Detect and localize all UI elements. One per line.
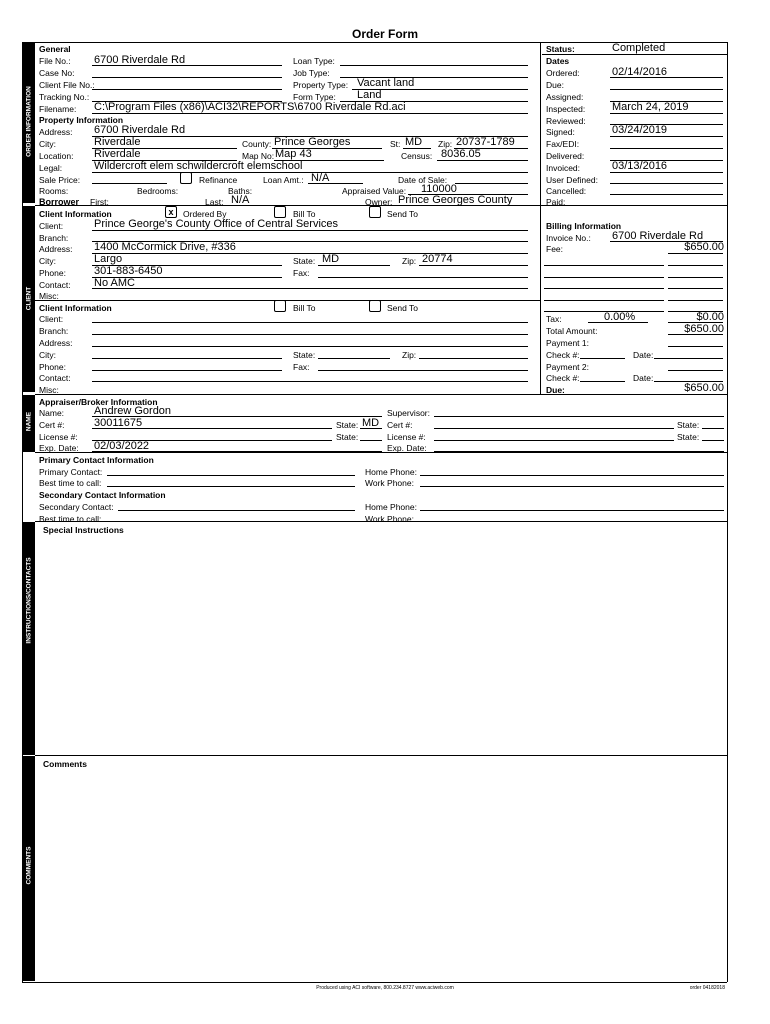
- client2-address-label: Address:: [39, 338, 73, 348]
- client1-bill-to-checkbox[interactable]: [274, 206, 286, 218]
- license-state-line[interactable]: [360, 440, 382, 441]
- client2-send-to-label: Send To: [387, 303, 419, 313]
- property-heading: Property Information: [39, 115, 124, 125]
- tax-label: Tax:: [546, 314, 562, 324]
- footer-form-code: order 04182018: [689, 985, 725, 991]
- client2-branch-line[interactable]: [92, 334, 528, 335]
- appraiser-name-label: Name:: [39, 408, 65, 418]
- assigned-label: Assigned:: [546, 92, 584, 102]
- filename-line: [92, 113, 528, 114]
- secondary-contact-line[interactable]: [118, 510, 355, 511]
- sup-state-label: State:: [677, 420, 700, 430]
- sidebar-label-comments: COMMENTS: [25, 846, 33, 885]
- general-heading: General: [39, 44, 71, 54]
- client1-phone-label: Phone:: [39, 268, 66, 278]
- client2-branch-label: Branch:: [39, 326, 69, 336]
- dates-heading: Dates: [546, 56, 570, 66]
- client1-client-label: Client:: [39, 221, 64, 231]
- check2-label: Check #:: [546, 373, 580, 383]
- client2-client-label: Client:: [39, 314, 64, 324]
- sup-license-line[interactable]: [434, 440, 674, 441]
- invoice-no-value[interactable]: 6700 Riverdale Rd: [612, 230, 704, 242]
- client2-misc-label: Misc:: [39, 385, 59, 395]
- client1-send-to-label: Send To: [387, 209, 419, 219]
- status-value[interactable]: Completed: [612, 42, 666, 54]
- location-label: Location:: [39, 151, 74, 161]
- st-line: [403, 148, 431, 149]
- user-defined-label: User Defined:: [546, 175, 598, 185]
- zip-label: Zip:: [438, 139, 453, 149]
- filename-value[interactable]: C:\Program Files (x86)\ACI32\REPORTS\6700 Riverdale Rd.aci: [94, 101, 406, 113]
- special-instructions-heading: Special Instructions: [43, 525, 124, 535]
- loan-amt-line: [308, 183, 363, 184]
- secondary-work-phone-label: Work Phone:: [365, 514, 414, 524]
- filename-label: Filename:: [39, 104, 77, 114]
- cert-line: [92, 428, 332, 429]
- status-label: Status:: [546, 44, 575, 54]
- client1-phone-value[interactable]: 301-883-6450: [94, 265, 163, 277]
- billing-extra-line-2b[interactable]: [668, 277, 723, 278]
- divider-client2: [35, 300, 540, 301]
- invoiced-value[interactable]: 03/13/2016: [612, 160, 668, 172]
- client2-zip-label: Zip:: [402, 350, 417, 360]
- map-no-value[interactable]: Map 43: [275, 148, 312, 160]
- client2-fax-line[interactable]: [318, 370, 528, 371]
- right-column-divider: [540, 42, 541, 395]
- client-file-no-line[interactable]: [92, 89, 282, 90]
- license-state-label: State:: [336, 432, 359, 442]
- file-no-value[interactable]: 6700 Riverdale Rd: [94, 54, 186, 66]
- cert-state-value[interactable]: MD: [362, 417, 380, 429]
- sup-license-state-line[interactable]: [702, 440, 724, 441]
- client2-state-line[interactable]: [318, 358, 390, 359]
- cert-label: Cert #:: [39, 420, 65, 430]
- client1-zip-line: [419, 265, 528, 266]
- client2-city-label: City:: [39, 350, 56, 360]
- primary-contact-label: Primary Contact:: [39, 467, 103, 477]
- last-label: Last:: [205, 197, 224, 207]
- due-label: Due:: [546, 80, 564, 90]
- sidebar-label-order-info: ORDER INFORMATION: [25, 86, 33, 157]
- tracking-no-label: Tracking No.:: [39, 92, 90, 102]
- client1-send-to-checkbox[interactable]: [369, 206, 381, 218]
- client2-phone-line[interactable]: [92, 370, 282, 371]
- client1-bill-to-label: Bill To: [293, 209, 316, 219]
- date2-label: Date:: [633, 373, 654, 383]
- appraiser-heading: Appraiser/Broker Information: [39, 397, 158, 407]
- client2-phone-label: Phone:: [39, 362, 66, 372]
- check1-line[interactable]: [580, 358, 625, 359]
- client1-fax-label: Fax:: [293, 268, 310, 278]
- delivered-label: Delivered:: [546, 151, 585, 161]
- client1-state-value[interactable]: MD: [322, 253, 340, 265]
- appraised-value-label: Appraised Value:: [342, 186, 407, 196]
- appraised-value[interactable]: 110000: [421, 183, 457, 195]
- client2-bill-to-checkbox[interactable]: [274, 300, 286, 312]
- st-label: St:: [390, 139, 401, 149]
- tax-rate-line: [588, 322, 648, 323]
- check1-label: Check #:: [546, 350, 580, 360]
- supervisor-line[interactable]: [434, 416, 724, 417]
- exp-date-value[interactable]: 02/03/2022: [94, 440, 150, 452]
- first-label: First:: [90, 197, 109, 207]
- cert-value[interactable]: 30011675: [94, 417, 143, 429]
- fee-line: [668, 253, 723, 254]
- comments-area[interactable]: [40, 771, 724, 977]
- date1-line[interactable]: [654, 358, 723, 359]
- license-label: License #:: [39, 432, 78, 442]
- census-label: Census:: [401, 151, 433, 161]
- case-no-label: Case No:: [39, 68, 75, 78]
- due-line[interactable]: [610, 89, 723, 90]
- location-value[interactable]: Riverdale: [94, 148, 141, 160]
- fax-edi-line[interactable]: [610, 148, 723, 149]
- client1-client-value[interactable]: Prince George's County Office of Central Services: [94, 218, 339, 230]
- status-line: [542, 54, 727, 55]
- ordered-by-label: Ordered By: [183, 209, 227, 219]
- baths-label: Baths:: [228, 186, 253, 196]
- primary-home-phone-line[interactable]: [420, 475, 724, 476]
- zip-value[interactable]: 20737-1789: [456, 136, 515, 148]
- user-defined-line[interactable]: [610, 183, 723, 184]
- primary-home-phone-label: Home Phone:: [365, 467, 417, 477]
- signed-label: Signed:: [546, 127, 575, 137]
- secondary-home-phone-label: Home Phone:: [365, 502, 417, 512]
- due-amount-label: Due:: [546, 385, 565, 395]
- rooms-label: Rooms:: [39, 186, 69, 196]
- comments-heading: Comments: [43, 759, 87, 769]
- client1-city-value[interactable]: Largo: [94, 253, 123, 265]
- client1-contact-label: Contact:: [39, 280, 71, 290]
- loan-type-line[interactable]: [340, 65, 528, 66]
- city-label: City:: [39, 139, 56, 149]
- client1-contact-value[interactable]: No AMC: [94, 277, 135, 289]
- ordered-label: Ordered:: [546, 68, 580, 78]
- client1-state-label: State:: [293, 256, 316, 266]
- ordered-line: [610, 77, 723, 78]
- primary-best-time-label: Best time to call:: [39, 478, 102, 488]
- primary-best-time-line[interactable]: [107, 486, 355, 487]
- billing-extra-line-4b[interactable]: [668, 300, 723, 301]
- client2-send-to-checkbox[interactable]: [369, 300, 381, 312]
- loan-amt-label: Loan Amt.:: [263, 175, 304, 185]
- client1-zip-value[interactable]: 20774: [422, 253, 453, 265]
- client2-contact-label: Contact:: [39, 373, 71, 383]
- ordered-value[interactable]: 02/14/2016: [612, 66, 668, 78]
- client2-state-label: State:: [293, 350, 316, 360]
- exp-date-line: [92, 451, 382, 452]
- primary-contact-line[interactable]: [107, 475, 355, 476]
- client1-city-label: City:: [39, 256, 56, 266]
- divider-contacts: [35, 452, 727, 453]
- signed-value[interactable]: 03/24/2019: [612, 124, 668, 136]
- sale-price-label: Sale Price:: [39, 175, 81, 185]
- inspected-label: Inspected:: [546, 104, 586, 114]
- billing-extra-line-3a[interactable]: [544, 288, 664, 289]
- client2-city-line[interactable]: [92, 358, 282, 359]
- billing-extra-line-4a[interactable]: [544, 300, 664, 301]
- st-value[interactable]: MD: [405, 136, 423, 148]
- date1-label: Date:: [633, 350, 654, 360]
- sup-license-state-label: State:: [677, 432, 700, 442]
- owner-label: Owner:: [365, 197, 393, 207]
- client1-state-line: [318, 265, 390, 266]
- invoiced-line: [610, 172, 723, 173]
- invoice-no-label: Invoice No.:: [546, 233, 591, 243]
- county-label: County:: [242, 139, 272, 149]
- refinance-checkbox[interactable]: [180, 172, 192, 184]
- exp-date-label: Exp. Date:: [39, 443, 79, 453]
- sup-exp-date-line[interactable]: [434, 451, 724, 452]
- city-value[interactable]: Riverdale: [94, 136, 141, 148]
- frame-right: [727, 42, 728, 982]
- legal-value[interactable]: Wildercroft elem schwildercroft elemschool: [94, 160, 303, 172]
- secondary-contact-heading: Secondary Contact Information: [39, 490, 166, 500]
- ordered-by-checkbox[interactable]: x: [165, 206, 177, 218]
- form-type-label: Form Type:: [293, 92, 336, 102]
- payment1-label: Payment 1:: [546, 338, 589, 348]
- last-value[interactable]: N/A: [231, 194, 250, 206]
- sup-cert-line[interactable]: [434, 428, 674, 429]
- sup-license-label: License #:: [387, 432, 426, 442]
- bedrooms-label: Bedrooms:: [137, 186, 179, 196]
- client1-contact-line: [92, 288, 528, 289]
- refinance-label: Refinance: [199, 175, 238, 185]
- divider-appraiser: [35, 394, 727, 395]
- case-no-line[interactable]: [92, 77, 282, 78]
- client1-branch-label: Branch:: [39, 233, 69, 243]
- legal-label: Legal:: [39, 163, 63, 173]
- property-type-value[interactable]: Vacant land: [357, 77, 415, 89]
- sup-state-line[interactable]: [702, 428, 724, 429]
- billing-extra-line-3b[interactable]: [668, 288, 723, 289]
- census-value[interactable]: 8036.05: [441, 148, 481, 160]
- primary-work-phone-line[interactable]: [420, 486, 724, 487]
- map-no-label: Map No:: [242, 151, 275, 161]
- county-value[interactable]: Prince Georges: [274, 136, 351, 148]
- inspected-line: [610, 113, 723, 114]
- footer-produced: Produced using ACI software, 800.234.8727 www.aciweb.com: [316, 985, 454, 991]
- cert-state-label: State:: [336, 420, 359, 430]
- billing-heading: Billing Information: [546, 221, 622, 231]
- cert-state-line: [360, 428, 382, 429]
- billing-extra-line-1b[interactable]: [668, 265, 723, 266]
- cancelled-label: Cancelled:: [546, 186, 587, 196]
- client2-fax-label: Fax:: [293, 362, 310, 372]
- sale-price-line[interactable]: [92, 183, 167, 184]
- total-amount-value[interactable]: $650.00: [684, 323, 724, 335]
- date-of-sale-line[interactable]: [455, 183, 528, 184]
- client1-address-line: [92, 253, 528, 254]
- legal-line: [92, 172, 528, 173]
- appraiser-name-value[interactable]: Andrew Gordon: [94, 405, 172, 417]
- payment2-label: Payment 2:: [546, 362, 589, 372]
- sup-exp-date-label: Exp. Date:: [387, 443, 427, 453]
- payment2-line[interactable]: [668, 370, 723, 371]
- cancelled-line[interactable]: [610, 194, 723, 195]
- billing-extra-line-1a[interactable]: [544, 265, 664, 266]
- client1-client-line: [92, 230, 528, 231]
- file-no-line: [92, 65, 282, 66]
- paid-line[interactable]: [610, 205, 723, 206]
- secondary-work-phone-line[interactable]: [420, 521, 724, 522]
- paid-label: Paid:: [546, 197, 566, 207]
- tax-rate-value[interactable]: 0.00%: [604, 311, 636, 323]
- tax-value[interactable]: $0.00: [696, 311, 724, 323]
- secondary-home-phone-line[interactable]: [420, 510, 724, 511]
- client1-misc-label: Misc:: [39, 291, 59, 301]
- page-title: Order Form: [351, 27, 418, 41]
- client1-heading: Client Information: [39, 209, 112, 219]
- secondary-contact-label: Secondary Contact:: [39, 502, 114, 512]
- client1-fax-line[interactable]: [318, 277, 528, 278]
- primary-contact-heading: Primary Contact Information: [39, 455, 154, 465]
- supervisor-label: Supervisor:: [387, 408, 430, 418]
- loan-type-label: Loan Type:: [293, 56, 335, 66]
- reviewed-label: Reviewed:: [546, 116, 586, 126]
- invoiced-label: Invoiced:: [546, 163, 581, 173]
- client2-contact-line[interactable]: [92, 381, 528, 382]
- borrower-label: Borrower: [39, 197, 80, 207]
- secondary-best-time-line[interactable]: [107, 521, 355, 522]
- sup-cert-label: Cert #:: [387, 420, 413, 430]
- divider-comments: [35, 755, 727, 756]
- form-type-line: [340, 101, 528, 102]
- census-line: [437, 160, 528, 161]
- signed-line: [610, 136, 723, 137]
- client2-client-line[interactable]: [92, 322, 528, 323]
- secondary-best-time-label: Best time to call:: [39, 514, 102, 524]
- property-type-label: Property Type:: [293, 80, 349, 90]
- form-type-value[interactable]: Land: [357, 89, 382, 101]
- client2-bill-to-label: Bill To: [293, 303, 316, 313]
- client1-address-value[interactable]: 1400 McCormick Drive, #336: [94, 241, 236, 253]
- total-amount-label: Total Amount:: [546, 326, 598, 336]
- address-value[interactable]: 6700 Riverdale Rd: [94, 124, 186, 136]
- client1-zip-label: Zip:: [402, 256, 417, 266]
- fax-edi-label: Fax/EDI:: [546, 139, 580, 149]
- sidebar-label-client: CLIENT: [25, 286, 33, 311]
- client1-address-label: Address:: [39, 244, 73, 254]
- client2-heading: Client Information: [39, 303, 112, 313]
- payment1-line[interactable]: [668, 346, 723, 347]
- inspected-value[interactable]: March 24, 2019: [612, 101, 689, 113]
- client2-address-line[interactable]: [92, 346, 528, 347]
- due-amount-value[interactable]: $650.00: [684, 382, 724, 394]
- date-of-sale-label: Date of Sale:: [398, 175, 448, 185]
- loan-amt-value[interactable]: N/A: [311, 172, 330, 184]
- client-file-no-label: Client File No.:: [39, 80, 95, 90]
- primary-work-phone-label: Work Phone:: [365, 478, 414, 488]
- sidebar-label-instructions: INSTRUCTIONS/CONTACTS: [25, 557, 33, 644]
- total-amount-line: [668, 334, 723, 335]
- job-type-label: Job Type:: [293, 68, 330, 78]
- client2-zip-line[interactable]: [419, 358, 528, 359]
- file-no-label: File No.:: [39, 56, 71, 66]
- check2-line[interactable]: [580, 381, 625, 382]
- fee-value[interactable]: $650.00: [684, 241, 724, 253]
- address-label: Address:: [39, 127, 73, 137]
- fee-label: Fee:: [546, 244, 564, 254]
- owner-value[interactable]: Prince Georges County: [398, 194, 513, 206]
- sidebar-label-name: NAME: [25, 411, 33, 432]
- billing-extra-line-2a[interactable]: [544, 277, 664, 278]
- special-instructions-area[interactable]: [40, 537, 724, 751]
